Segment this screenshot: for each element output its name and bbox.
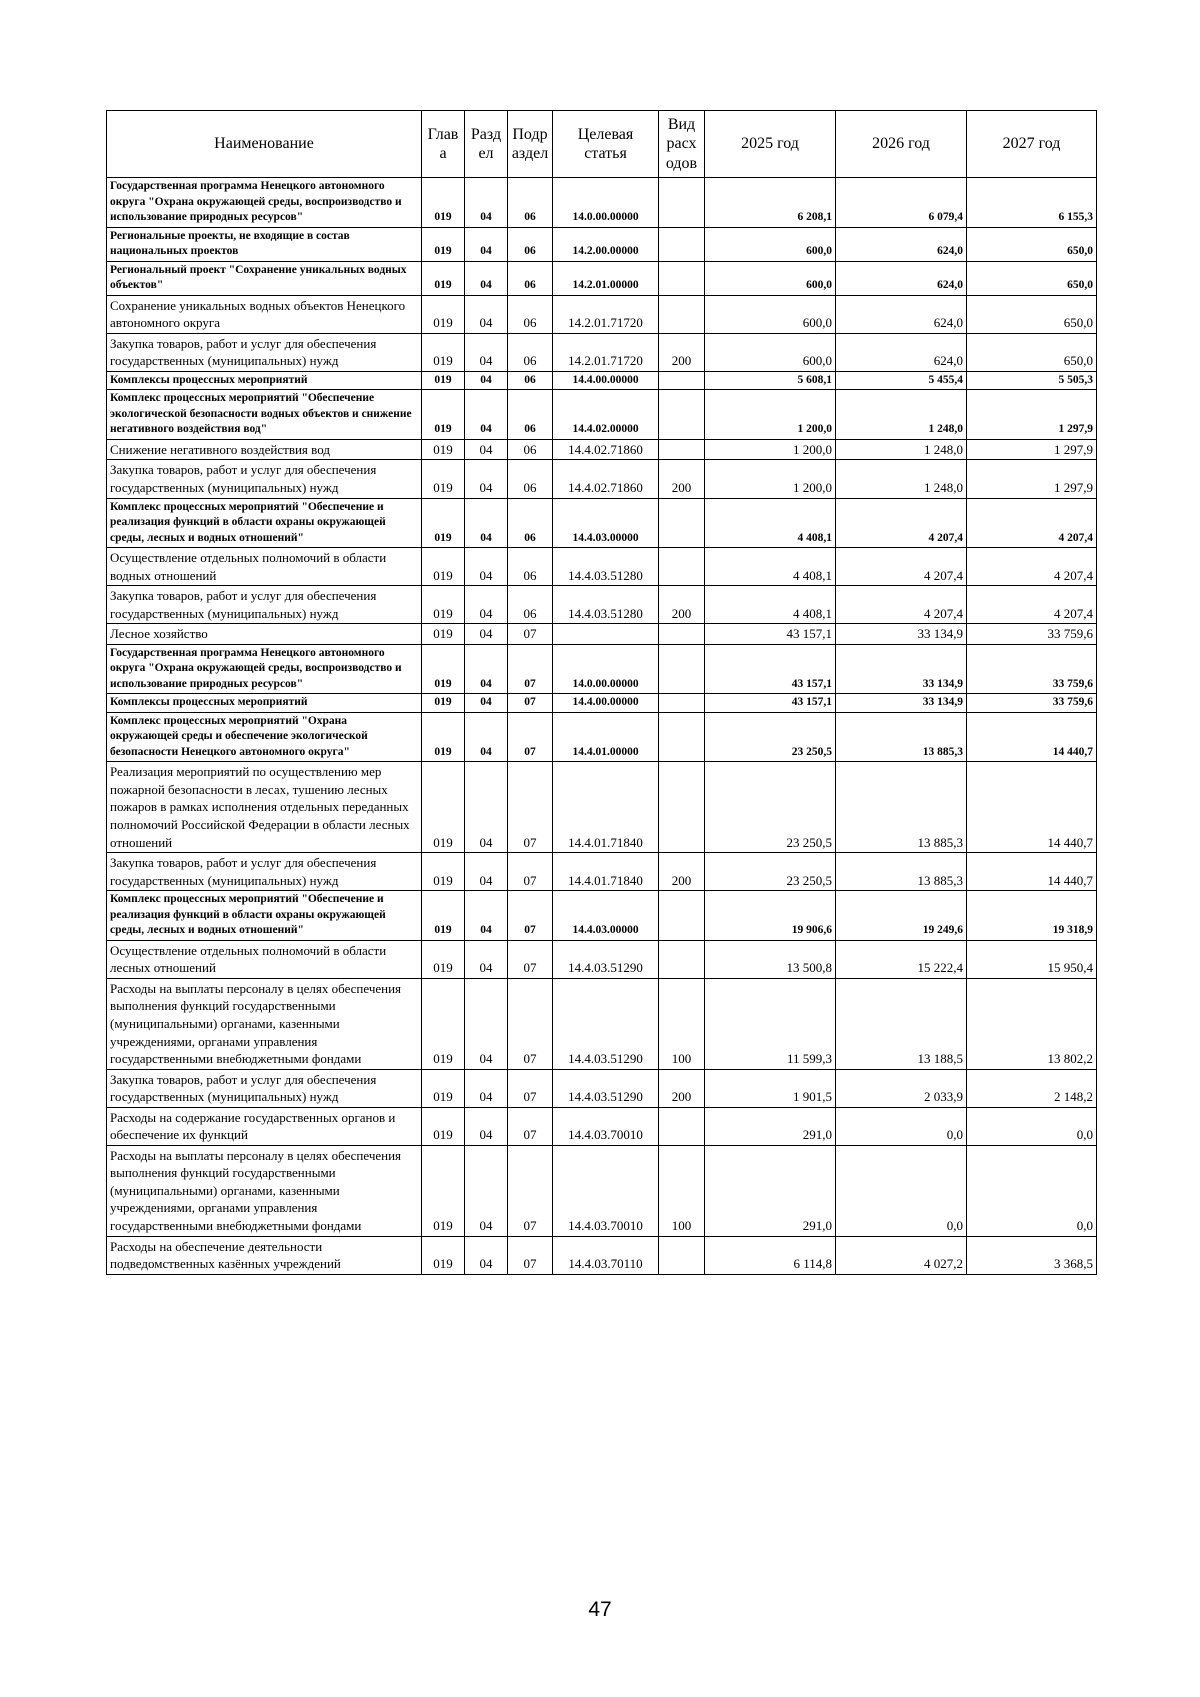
row-amount-2027: 650,0 [967, 295, 1097, 333]
row-glava: 019 [422, 498, 465, 548]
row-amount-2026: 13 885,3 [836, 853, 967, 891]
row-podrazdel: 06 [508, 178, 553, 228]
row-name: Региональные проекты, не входящие в состав национальных проектов [107, 227, 422, 261]
row-amount-2026: 4 207,4 [836, 498, 967, 548]
page-number: 47 [588, 1598, 612, 1621]
row-amount-2027: 3 368,5 [967, 1236, 1097, 1274]
row-podrazdel: 07 [508, 624, 553, 645]
row-statya: 14.4.03.70010 [553, 1145, 659, 1236]
row-vid: 200 [659, 460, 705, 498]
row-amount-2025: 291,0 [705, 1145, 836, 1236]
row-statya: 14.4.03.51290 [553, 1069, 659, 1107]
row-razdel: 04 [465, 1069, 508, 1107]
row-vid [659, 295, 705, 333]
row-glava: 019 [422, 1069, 465, 1107]
row-razdel: 04 [465, 762, 508, 853]
row-glava: 019 [422, 586, 465, 624]
row-amount-2025: 4 408,1 [705, 498, 836, 548]
row-amount-2025: 19 906,6 [705, 891, 836, 941]
row-razdel: 04 [465, 694, 508, 713]
row-vid [659, 644, 705, 694]
row-podrazdel: 07 [508, 1107, 553, 1145]
row-statya: 14.2.00.00000 [553, 227, 659, 261]
row-glava: 019 [422, 644, 465, 694]
row-name: Лесное хозяйство [107, 624, 422, 645]
header-2027: 2027 год [967, 111, 1097, 178]
row-amount-2025: 4 408,1 [705, 548, 836, 586]
row-vid [659, 762, 705, 853]
row-statya: 14.4.03.70010 [553, 1107, 659, 1145]
row-amount-2025: 291,0 [705, 1107, 836, 1145]
row-amount-2026: 13 885,3 [836, 712, 967, 762]
row-amount-2027: 6 155,3 [967, 178, 1097, 228]
table-row [107, 978, 1097, 1069]
row-amount-2027: 4 207,4 [967, 586, 1097, 624]
row-vid: 200 [659, 586, 705, 624]
row-name: Осуществление отдельных полномочий в области лесных отношений [107, 940, 422, 978]
row-podrazdel: 06 [508, 261, 553, 295]
row-name: Комплексы процессных мероприятий [107, 371, 422, 390]
row-glava: 019 [422, 1236, 465, 1274]
row-amount-2025: 1 200,0 [705, 390, 836, 440]
table-header-row [107, 111, 1097, 178]
row-razdel: 04 [465, 295, 508, 333]
header-vid: Вид расх одов [659, 111, 705, 178]
row-amount-2025: 6 114,8 [705, 1236, 836, 1274]
row-statya: 14.2.01.71720 [553, 333, 659, 371]
table-row [107, 1145, 1097, 1236]
row-razdel: 04 [465, 978, 508, 1069]
row-vid [659, 1236, 705, 1274]
row-glava: 019 [422, 295, 465, 333]
table-row [107, 371, 1097, 390]
table-row [107, 548, 1097, 586]
row-amount-2027: 2 148,2 [967, 1069, 1097, 1107]
row-glava: 019 [422, 390, 465, 440]
row-amount-2027: 650,0 [967, 333, 1097, 371]
header-glava: Глав а [422, 111, 465, 178]
row-glava: 019 [422, 891, 465, 941]
row-statya: 14.4.01.71840 [553, 853, 659, 891]
row-vid: 200 [659, 853, 705, 891]
row-amount-2026: 1 248,0 [836, 439, 967, 460]
table-row [107, 712, 1097, 762]
row-glava: 019 [422, 940, 465, 978]
row-vid [659, 178, 705, 228]
row-razdel: 04 [465, 940, 508, 978]
row-name: Снижение негативного воздействия вод [107, 439, 422, 460]
row-amount-2025: 600,0 [705, 333, 836, 371]
row-statya: 14.4.03.00000 [553, 498, 659, 548]
row-amount-2027: 33 759,6 [967, 624, 1097, 645]
row-statya: 14.4.03.51290 [553, 978, 659, 1069]
row-amount-2027: 0,0 [967, 1145, 1097, 1236]
table-row [107, 624, 1097, 645]
row-razdel: 04 [465, 853, 508, 891]
table-row [107, 940, 1097, 978]
row-name: Закупка товаров, работ и услуг для обеспечения государственных (муниципальных) нужд [107, 1069, 422, 1107]
row-razdel: 04 [465, 1236, 508, 1274]
row-amount-2026: 33 134,9 [836, 694, 967, 713]
row-statya: 14.4.03.00000 [553, 891, 659, 941]
row-amount-2025: 5 608,1 [705, 371, 836, 390]
table-body [107, 178, 1097, 1275]
row-statya: 14.4.02.00000 [553, 390, 659, 440]
row-amount-2027: 33 759,6 [967, 694, 1097, 713]
table-row [107, 178, 1097, 228]
row-name: Комплекс процессных мероприятий "Обеспечение экологической безопасности водных объектов и снижение негативного воздействия вод" [107, 390, 422, 440]
row-name: Сохранение уникальных водных объектов Ненецкого автономного округа [107, 295, 422, 333]
row-glava: 019 [422, 624, 465, 645]
table-row [107, 853, 1097, 891]
row-glava: 019 [422, 548, 465, 586]
row-razdel: 04 [465, 460, 508, 498]
row-amount-2027: 1 297,9 [967, 460, 1097, 498]
row-amount-2025: 43 157,1 [705, 624, 836, 645]
row-amount-2027: 4 207,4 [967, 498, 1097, 548]
row-vid [659, 624, 705, 645]
row-amount-2025: 4 408,1 [705, 586, 836, 624]
row-podrazdel: 06 [508, 390, 553, 440]
row-amount-2027: 4 207,4 [967, 548, 1097, 586]
row-statya: 14.4.01.00000 [553, 712, 659, 762]
table-row [107, 644, 1097, 694]
row-glava: 019 [422, 1107, 465, 1145]
header-name: Наименование [107, 111, 422, 178]
row-name: Государственная программа Ненецкого автономного округа "Охрана окружающей среды, воспроизводство и использование природных ресурсов" [107, 644, 422, 694]
row-razdel: 04 [465, 178, 508, 228]
row-glava: 019 [422, 178, 465, 228]
row-vid [659, 390, 705, 440]
row-amount-2025: 600,0 [705, 261, 836, 295]
row-amount-2026: 0,0 [836, 1107, 967, 1145]
row-amount-2026: 4 207,4 [836, 586, 967, 624]
table-row [107, 891, 1097, 941]
row-name: Реализация мероприятий по осуществлению мер пожарной безопасности в лесах, тушению лесных пожаров в рамках исполнения отдельных переданных полномочий Российской Федерации в области лесных отношений [107, 762, 422, 853]
row-podrazdel: 07 [508, 762, 553, 853]
row-statya: 14.4.01.71840 [553, 762, 659, 853]
row-statya: 14.2.01.71720 [553, 295, 659, 333]
row-podrazdel: 06 [508, 586, 553, 624]
row-name: Комплекс процессных мероприятий "Обеспечение и реализация функций в области охраны окружающей среды, лесных и водных отношений" [107, 891, 422, 941]
row-amount-2025: 23 250,5 [705, 712, 836, 762]
row-podrazdel: 06 [508, 333, 553, 371]
row-glava: 019 [422, 762, 465, 853]
row-glava: 019 [422, 460, 465, 498]
row-glava: 019 [422, 978, 465, 1069]
row-statya: 14.4.00.00000 [553, 694, 659, 713]
row-razdel: 04 [465, 1145, 508, 1236]
row-name: Комплексы процессных мероприятий [107, 694, 422, 713]
row-amount-2025: 1 901,5 [705, 1069, 836, 1107]
row-amount-2025: 6 208,1 [705, 178, 836, 228]
row-statya: 14.2.01.00000 [553, 261, 659, 295]
row-vid [659, 712, 705, 762]
row-name: Закупка товаров, работ и услуг для обеспечения государственных (муниципальных) нужд [107, 333, 422, 371]
table-row [107, 295, 1097, 333]
row-amount-2027: 1 297,9 [967, 439, 1097, 460]
row-podrazdel: 07 [508, 712, 553, 762]
row-amount-2027: 15 950,4 [967, 940, 1097, 978]
row-statya: 14.4.02.71860 [553, 460, 659, 498]
row-statya: 14.4.02.71860 [553, 439, 659, 460]
header-razdel: Разд ел [465, 111, 508, 178]
row-podrazdel: 07 [508, 644, 553, 694]
row-statya: 14.0.00.00000 [553, 178, 659, 228]
row-statya: 14.4.03.70110 [553, 1236, 659, 1274]
header-podrazdel: Подр аздел [508, 111, 553, 178]
row-razdel: 04 [465, 586, 508, 624]
row-razdel: 04 [465, 227, 508, 261]
row-amount-2025: 43 157,1 [705, 694, 836, 713]
row-amount-2025: 43 157,1 [705, 644, 836, 694]
row-podrazdel: 06 [508, 498, 553, 548]
row-statya: 14.4.03.51280 [553, 548, 659, 586]
row-glava: 019 [422, 694, 465, 713]
row-podrazdel: 06 [508, 371, 553, 390]
row-razdel: 04 [465, 333, 508, 371]
row-razdel: 04 [465, 439, 508, 460]
table-row [107, 460, 1097, 498]
row-amount-2025: 1 200,0 [705, 460, 836, 498]
row-amount-2025: 23 250,5 [705, 762, 836, 853]
row-glava: 019 [422, 712, 465, 762]
row-podrazdel: 07 [508, 1145, 553, 1236]
row-amount-2026: 19 249,6 [836, 891, 967, 941]
row-podrazdel: 07 [508, 940, 553, 978]
row-vid [659, 261, 705, 295]
row-vid [659, 891, 705, 941]
row-vid: 200 [659, 1069, 705, 1107]
row-amount-2026: 1 248,0 [836, 460, 967, 498]
row-amount-2026: 624,0 [836, 333, 967, 371]
row-amount-2025: 23 250,5 [705, 853, 836, 891]
row-amount-2027: 1 297,9 [967, 390, 1097, 440]
row-glava: 019 [422, 853, 465, 891]
header-2026: 2026 год [836, 111, 967, 178]
table-row [107, 1107, 1097, 1145]
table-row [107, 1236, 1097, 1274]
table-row [107, 1069, 1097, 1107]
row-glava: 019 [422, 333, 465, 371]
row-statya: 14.4.03.51280 [553, 586, 659, 624]
table-row [107, 390, 1097, 440]
row-amount-2026: 4 027,2 [836, 1236, 967, 1274]
table-row [107, 261, 1097, 295]
header-2025: 2025 год [705, 111, 836, 178]
row-amount-2026: 0,0 [836, 1145, 967, 1236]
row-amount-2027: 650,0 [967, 261, 1097, 295]
row-vid [659, 940, 705, 978]
row-amount-2027: 650,0 [967, 227, 1097, 261]
row-podrazdel: 06 [508, 227, 553, 261]
row-amount-2027: 14 440,7 [967, 712, 1097, 762]
row-amount-2026: 6 079,4 [836, 178, 967, 228]
row-amount-2026: 4 207,4 [836, 548, 967, 586]
row-razdel: 04 [465, 712, 508, 762]
row-name: Закупка товаров, работ и услуг для обеспечения государственных (муниципальных) нужд [107, 853, 422, 891]
row-amount-2027: 33 759,6 [967, 644, 1097, 694]
row-amount-2025: 13 500,8 [705, 940, 836, 978]
row-razdel: 04 [465, 371, 508, 390]
row-glava: 019 [422, 1145, 465, 1236]
row-statya [553, 624, 659, 645]
row-podrazdel: 07 [508, 694, 553, 713]
row-statya: 14.4.03.51290 [553, 940, 659, 978]
row-name: Расходы на содержание государственных органов и обеспечение их функций [107, 1107, 422, 1145]
row-name: Комплекс процессных мероприятий "Обеспечение и реализация функций в области охраны окружающей среды, лесных и водных отношений" [107, 498, 422, 548]
table-row [107, 586, 1097, 624]
row-vid: 200 [659, 333, 705, 371]
row-amount-2026: 624,0 [836, 261, 967, 295]
row-razdel: 04 [465, 1107, 508, 1145]
budget-sheet [106, 110, 1096, 1275]
row-name: Расходы на выплаты персоналу в целях обеспечения выполнения функций государственными (муниципальными) органами, казенными учреждениями, органами управления государственными внебюджетными фондами [107, 978, 422, 1069]
row-glava: 019 [422, 261, 465, 295]
row-amount-2026: 624,0 [836, 295, 967, 333]
row-vid: 100 [659, 978, 705, 1069]
budget-table [106, 110, 1097, 1275]
row-name: Осуществление отдельных полномочий в области водных отношений [107, 548, 422, 586]
table-row [107, 439, 1097, 460]
table-row [107, 498, 1097, 548]
table-row [107, 694, 1097, 713]
table-row [107, 227, 1097, 261]
row-amount-2027: 5 505,3 [967, 371, 1097, 390]
row-razdel: 04 [465, 624, 508, 645]
row-glava: 019 [422, 439, 465, 460]
row-amount-2026: 15 222,4 [836, 940, 967, 978]
row-amount-2027: 13 802,2 [967, 978, 1097, 1069]
row-name: Расходы на выплаты персоналу в целях обеспечения выполнения функций государственными (муниципальными) органами, казенными учреждениями, органами управления государственными внебюджетными фондами [107, 1145, 422, 1236]
row-vid [659, 1107, 705, 1145]
header-statya: Целевая статья [553, 111, 659, 178]
table-row [107, 333, 1097, 371]
row-vid [659, 227, 705, 261]
row-name: Региональный проект "Сохранение уникальных водных объектов" [107, 261, 422, 295]
row-podrazdel: 06 [508, 548, 553, 586]
row-amount-2025: 11 599,3 [705, 978, 836, 1069]
row-podrazdel: 07 [508, 1069, 553, 1107]
row-amount-2026: 33 134,9 [836, 644, 967, 694]
table-row [107, 762, 1097, 853]
row-vid [659, 439, 705, 460]
row-vid [659, 694, 705, 713]
row-razdel: 04 [465, 261, 508, 295]
row-amount-2026: 5 455,4 [836, 371, 967, 390]
row-vid: 100 [659, 1145, 705, 1236]
row-podrazdel: 06 [508, 460, 553, 498]
row-amount-2026: 13 885,3 [836, 762, 967, 853]
row-amount-2027: 0,0 [967, 1107, 1097, 1145]
row-podrazdel: 07 [508, 853, 553, 891]
row-name: Закупка товаров, работ и услуг для обеспечения государственных (муниципальных) нужд [107, 460, 422, 498]
row-vid [659, 371, 705, 390]
row-amount-2026: 2 033,9 [836, 1069, 967, 1107]
row-amount-2027: 19 318,9 [967, 891, 1097, 941]
row-razdel: 04 [465, 548, 508, 586]
row-razdel: 04 [465, 498, 508, 548]
row-amount-2025: 600,0 [705, 227, 836, 261]
row-podrazdel: 07 [508, 891, 553, 941]
row-glava: 019 [422, 371, 465, 390]
row-amount-2027: 14 440,7 [967, 762, 1097, 853]
row-amount-2026: 33 134,9 [836, 624, 967, 645]
row-podrazdel: 06 [508, 439, 553, 460]
row-name: Государственная программа Ненецкого автономного округа "Охрана окружающей среды, воспроизводство и использование природных ресурсов" [107, 178, 422, 228]
row-amount-2026: 624,0 [836, 227, 967, 261]
row-name: Комплекс процессных мероприятий "Охрана окружающей среды и обеспечение экологической безопасности Ненецкого автономного округа" [107, 712, 422, 762]
row-vid [659, 498, 705, 548]
row-podrazdel: 07 [508, 1236, 553, 1274]
row-amount-2027: 14 440,7 [967, 853, 1097, 891]
row-amount-2026: 1 248,0 [836, 390, 967, 440]
row-razdel: 04 [465, 891, 508, 941]
row-statya: 14.4.00.00000 [553, 371, 659, 390]
row-name: Закупка товаров, работ и услуг для обеспечения государственных (муниципальных) нужд [107, 586, 422, 624]
row-razdel: 04 [465, 644, 508, 694]
row-name: Расходы на обеспечение деятельности подведомственных казённых учреждений [107, 1236, 422, 1274]
row-vid [659, 548, 705, 586]
row-podrazdel: 06 [508, 295, 553, 333]
row-amount-2025: 600,0 [705, 295, 836, 333]
row-podrazdel: 07 [508, 978, 553, 1069]
row-amount-2026: 13 188,5 [836, 978, 967, 1069]
row-statya: 14.0.00.00000 [553, 644, 659, 694]
row-glava: 019 [422, 227, 465, 261]
row-amount-2025: 1 200,0 [705, 439, 836, 460]
row-razdel: 04 [465, 390, 508, 440]
